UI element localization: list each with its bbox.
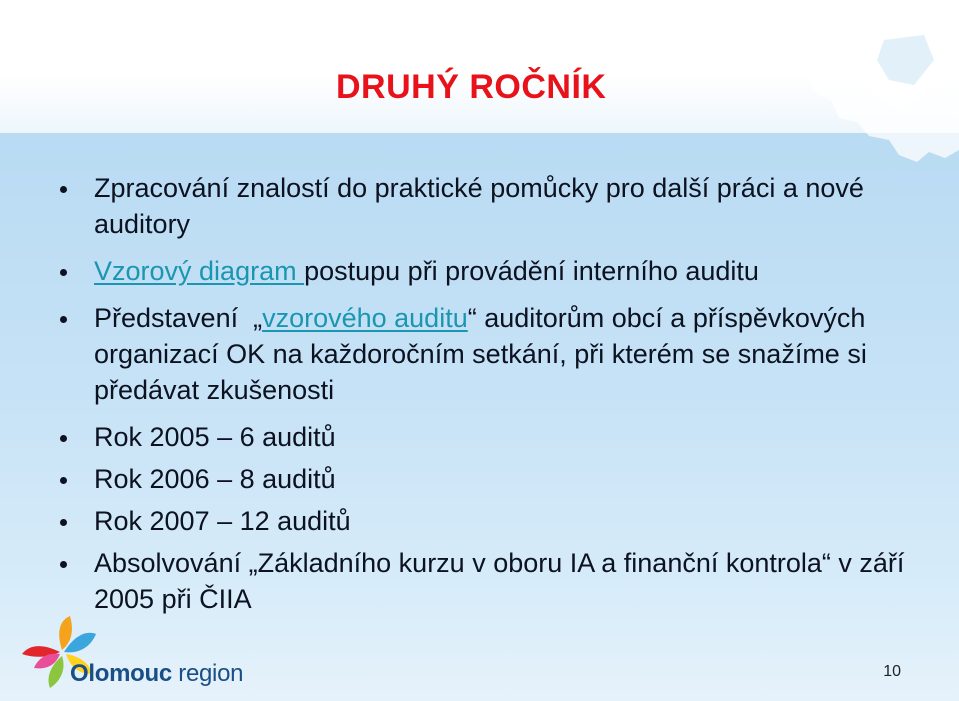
audit-link[interactable]: vzorového auditu [262,303,468,333]
list-item [58,300,938,408]
bullet-icon [60,561,67,568]
bullet-icon [60,186,67,193]
list-item-text: Absolvování „Základního kurzu v oboru IA a finanční kontrola“ v září 2005 při ČIIA [94,548,905,614]
list-item-text: “ auditorům obcí a příspěvkových organizací OK na každoročním setkání, při kterém se snažíme si předávat zkušenosti [94,303,867,405]
list-item [58,253,938,289]
bullet-icon [60,269,67,276]
list-item [58,170,938,242]
logo-word-olomouc: Olomouc [70,660,172,687]
bullet-list [58,170,938,628]
bullet-icon [60,435,67,442]
logo-word-region: region [171,660,244,687]
logo-text [70,660,243,688]
list-item [58,461,938,497]
diagram-link[interactable]: Vzorový diagram [94,256,305,286]
bullet-icon [60,519,67,526]
list-item-text: Rok 2006 – 8 auditů [94,464,336,494]
page-title: DRUHÝ ROČNÍK [336,68,607,106]
list-item-text: Zpracování znalostí do praktické pomůcky pro další práci a nové auditory [94,173,864,239]
bullet-icon [60,477,67,484]
list-item-text: Rok 2007 – 12 auditů [94,506,351,536]
list-item-text: Představení „ [94,303,263,333]
bullet-icon [60,316,67,323]
list-item [58,545,938,617]
list-item-text: Rok 2005 – 6 auditů [94,422,336,452]
region-map-icon [719,0,959,175]
page-number: 10 [883,663,901,680]
list-item-text: postupu při provádění interního auditu [304,256,759,286]
list-item [58,419,938,455]
list-item [58,503,938,539]
